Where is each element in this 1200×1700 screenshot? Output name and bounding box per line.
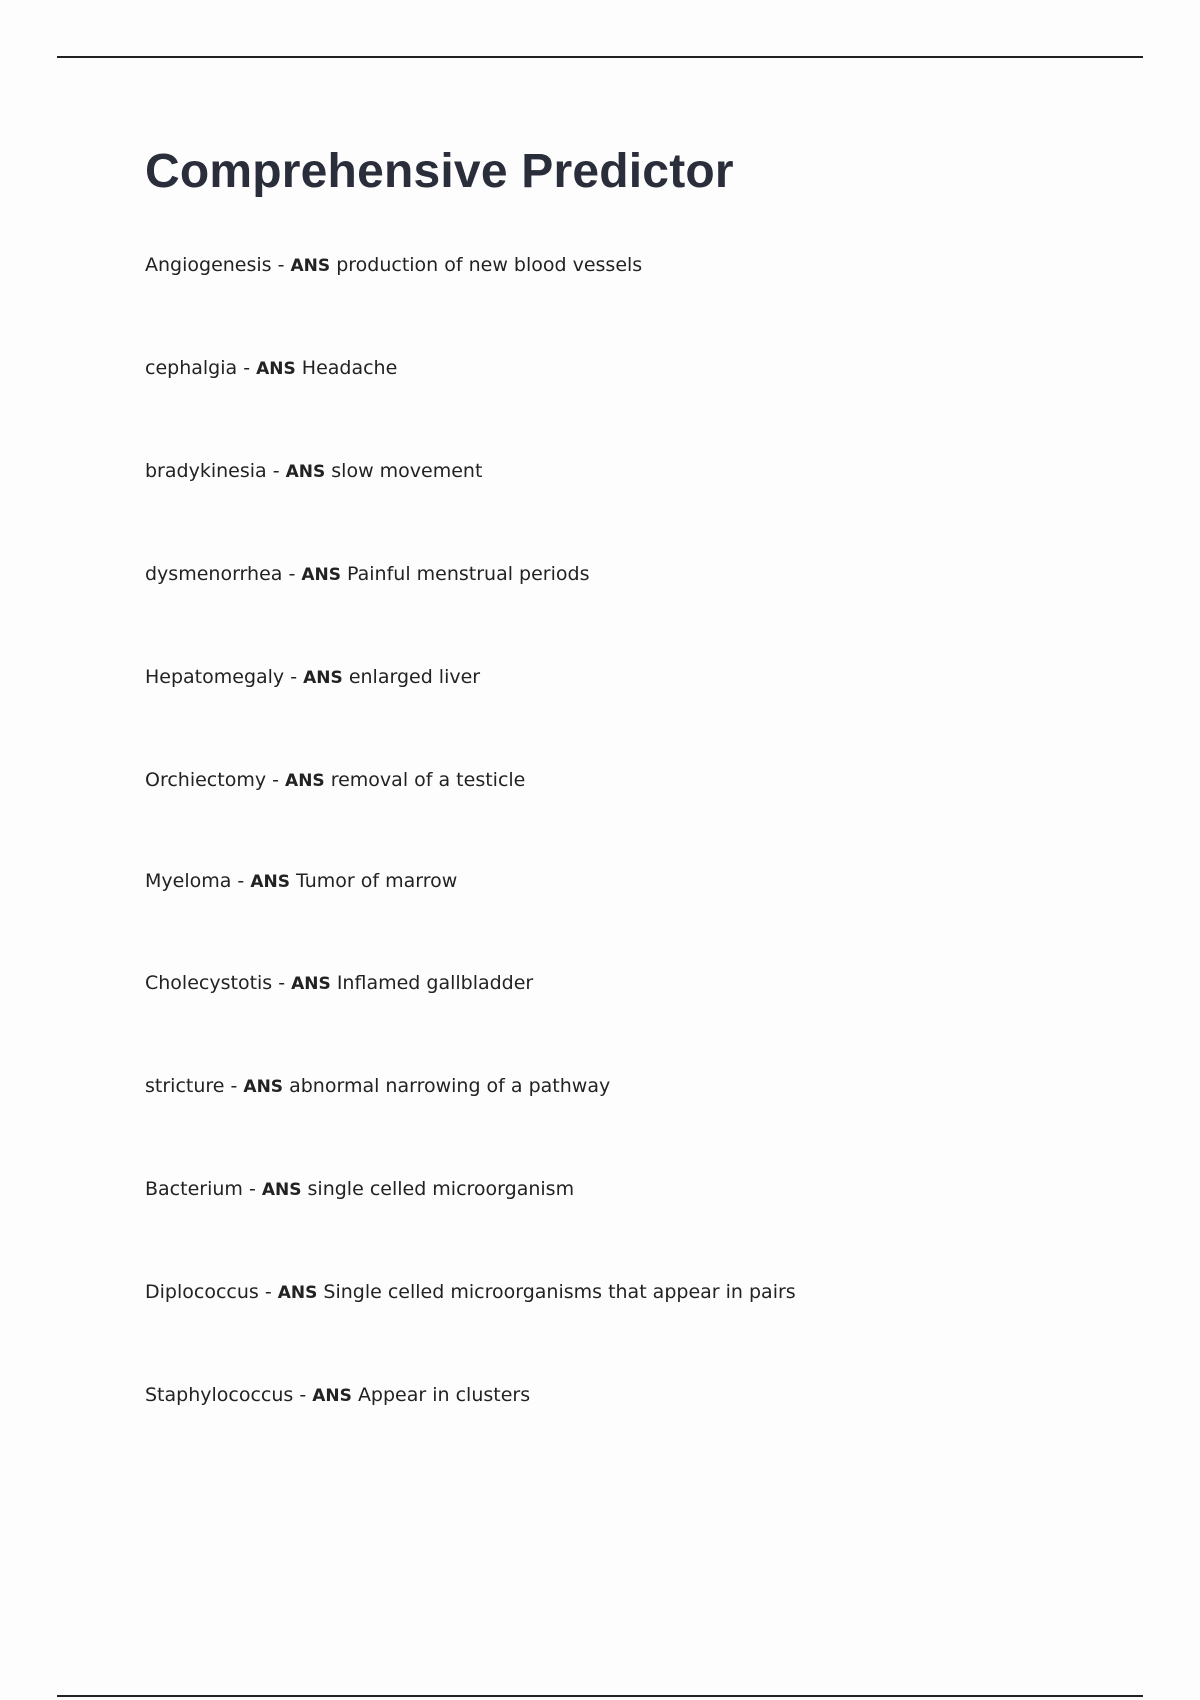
qa-term: Orchiectomy <box>145 769 267 791</box>
qa-term: Diplococcus <box>145 1281 259 1303</box>
qa-separator: - <box>282 563 302 585</box>
qa-item <box>145 1278 796 1381</box>
qa-separator: - <box>231 870 251 892</box>
qa-answer: enlarged liver <box>348 666 481 688</box>
qa-term: Hepatomegaly <box>145 666 285 688</box>
qa-term: Staphylococcus <box>145 1384 294 1406</box>
qa-item <box>145 457 796 560</box>
ans-label: ANS <box>291 974 331 994</box>
ans-label: ANS <box>256 359 296 379</box>
ans-label: ANS <box>301 565 341 585</box>
ans-label: ANS <box>312 1386 352 1406</box>
qa-item <box>145 560 796 663</box>
qa-answer: removal of a testicle <box>330 769 526 791</box>
qa-answer: production of new blood vessels <box>336 254 643 276</box>
qa-term: cephalgia <box>145 357 238 379</box>
top-rule <box>57 56 1143 58</box>
ans-label: ANS <box>303 668 343 688</box>
bottom-rule <box>57 1695 1143 1697</box>
qa-item <box>145 251 796 354</box>
qa-item <box>145 354 796 457</box>
qa-item <box>145 867 796 969</box>
qa-separator: - <box>224 1075 244 1097</box>
ans-label: ANS <box>285 462 326 482</box>
qa-item <box>145 663 796 766</box>
qa-answer: abnormal narrowing of a pathway <box>289 1075 611 1097</box>
qa-item <box>145 1072 796 1175</box>
qa-item <box>145 1175 796 1278</box>
qa-answer: Appear in clusters <box>357 1384 531 1406</box>
qa-answer: Headache <box>301 357 398 379</box>
ans-label: ANS <box>243 1077 284 1097</box>
qa-separator: - <box>266 460 286 482</box>
qa-term: Cholecystotis <box>145 972 273 994</box>
qa-term: Angiogenesis <box>145 254 272 276</box>
qa-term: Bacterium <box>145 1178 243 1200</box>
qa-separator: - <box>293 1384 313 1406</box>
qa-list <box>145 251 796 1484</box>
qa-term: dysmenorrhea <box>145 563 283 585</box>
qa-separator: - <box>242 1178 262 1200</box>
ans-label: ANS <box>277 1283 318 1303</box>
qa-answer: Tumor of marrow <box>296 870 458 892</box>
page-title: Comprehensive Predictor <box>145 145 734 198</box>
qa-answer: slow movement <box>331 460 483 482</box>
qa-answer: Single celled microorganisms that appear in pairs <box>323 1281 796 1303</box>
qa-item <box>145 969 796 1072</box>
qa-item <box>145 1381 796 1484</box>
qa-term: Myeloma <box>145 870 232 892</box>
qa-term: stricture <box>145 1075 225 1097</box>
qa-separator: - <box>258 1281 278 1303</box>
qa-answer: Inflamed gallbladder <box>336 972 534 994</box>
qa-separator: - <box>271 254 291 276</box>
ans-label: ANS <box>250 872 290 892</box>
ans-label: ANS <box>285 771 325 791</box>
qa-separator: - <box>272 972 292 994</box>
qa-item <box>145 766 796 867</box>
qa-answer: Painful menstrual periods <box>347 563 590 585</box>
ans-label: ANS <box>290 256 331 276</box>
ans-label: ANS <box>261 1180 302 1200</box>
qa-term: bradykinesia <box>145 460 267 482</box>
qa-answer: single celled microorganism <box>307 1178 575 1200</box>
qa-separator: - <box>266 769 286 791</box>
qa-separator: - <box>284 666 304 688</box>
qa-separator: - <box>237 357 257 379</box>
